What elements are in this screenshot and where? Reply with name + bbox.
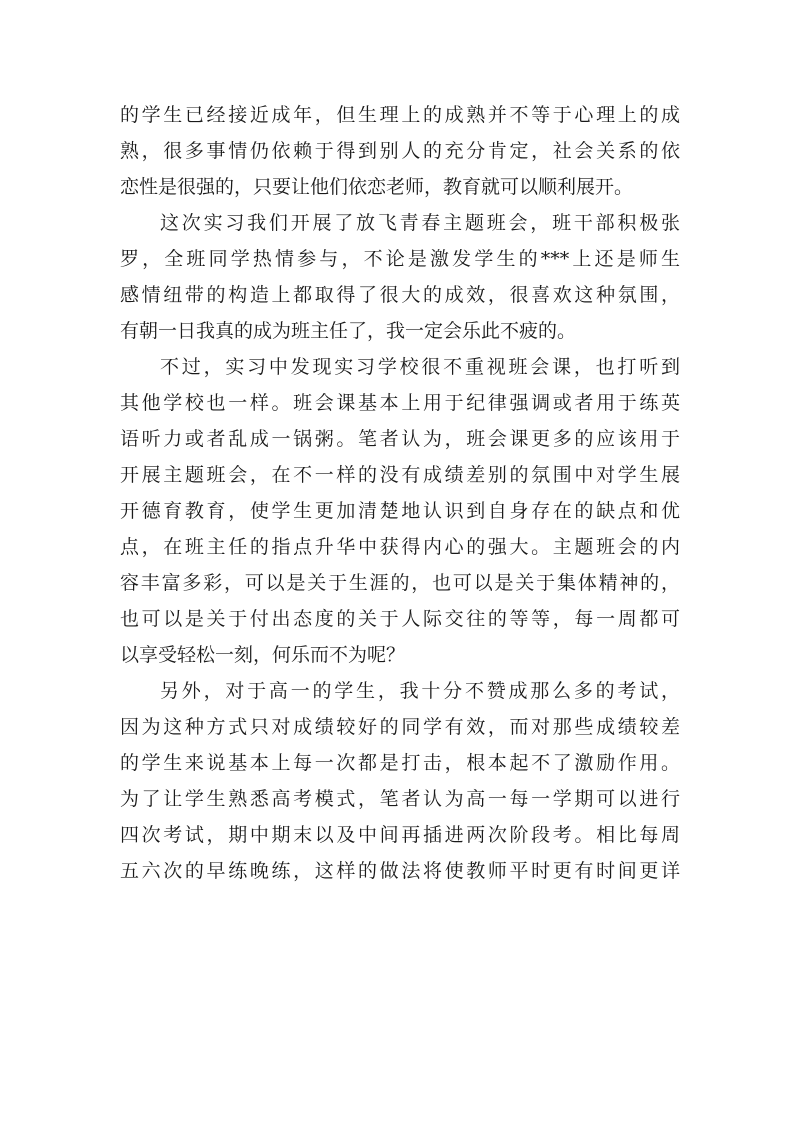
text-line: 开展主题班会，在不一样的没有成绩差别的氛围中对学生展 (120, 464, 680, 486)
text-line: 的学生已经接近成年，但生理上的成熟并不等于心理上的成 (120, 104, 680, 126)
text-line: 感情纽带的构造上都取得了很大的成效，很喜欢这种氛围， (120, 284, 680, 306)
text-line: 四次考试，期中期末以及中间再插进两次阶段考。相比每周 (120, 824, 680, 846)
text-line: 开德育教育，使学生更加清楚地认识到自身存在的缺点和优 (120, 500, 680, 522)
text-line: 点，在班主任的指点升华中获得内心的强大。主题班会的内 (120, 536, 680, 558)
text-line: 罗，全班同学热情参与，不论是激发学生的***上还是师生 (120, 248, 680, 270)
text-line: 另外，对于高一的学生，我十分不赞成那么多的考试， (160, 680, 680, 702)
text-line: 不过，实习中发现实习学校很不重视班会课，也打听到 (160, 356, 680, 378)
text-line: 这次实习我们开展了放飞青春主题班会，班干部积极张 (160, 212, 680, 234)
text-line: 为了让学生熟悉高考模式，笔者认为高一每一学期可以进行 (120, 788, 680, 810)
text-line: 语听力或者乱成一锅粥。笔者认为，班会课更多的应该用于 (120, 428, 680, 450)
text-line: 有朝一日我真的成为班主任了，我一定会乐此不疲的。 (120, 320, 577, 342)
paragraph-2 (120, 205, 680, 349)
body-text (120, 97, 680, 889)
paragraph-3 (120, 349, 680, 673)
text-line: 容丰富多彩，可以是关于生涯的，也可以是关于集体精神的， (120, 572, 680, 594)
text-line: 因为这种方式只对成绩较好的同学有效，而对那些成绩较差 (120, 716, 680, 738)
text-line: 其他学校也一样。班会课基本上用于纪律强调或者用于练英 (120, 392, 680, 414)
text-line: 以享受轻松一刻，何乐而不为呢？ (120, 644, 406, 666)
paragraph-1 (120, 97, 680, 205)
text-line: 也可以是关于付出态度的关于人际交往的等等，每一周都可 (120, 608, 680, 630)
text-line: 的学生来说基本上每一次都是打击，根本起不了激励作用。 (120, 752, 680, 774)
text-line: 五六次的早练晚练，这样的做法将使教师平时更有时间更详 (120, 860, 680, 882)
text-line: 熟，很多事情仍依赖于得到别人的充分肯定，社会关系的依 (120, 140, 680, 162)
paragraph-4 (120, 673, 680, 889)
text-line: 恋性是很强的，只要让他们依恋老师，教育就可以顺利展开。 (120, 176, 634, 198)
